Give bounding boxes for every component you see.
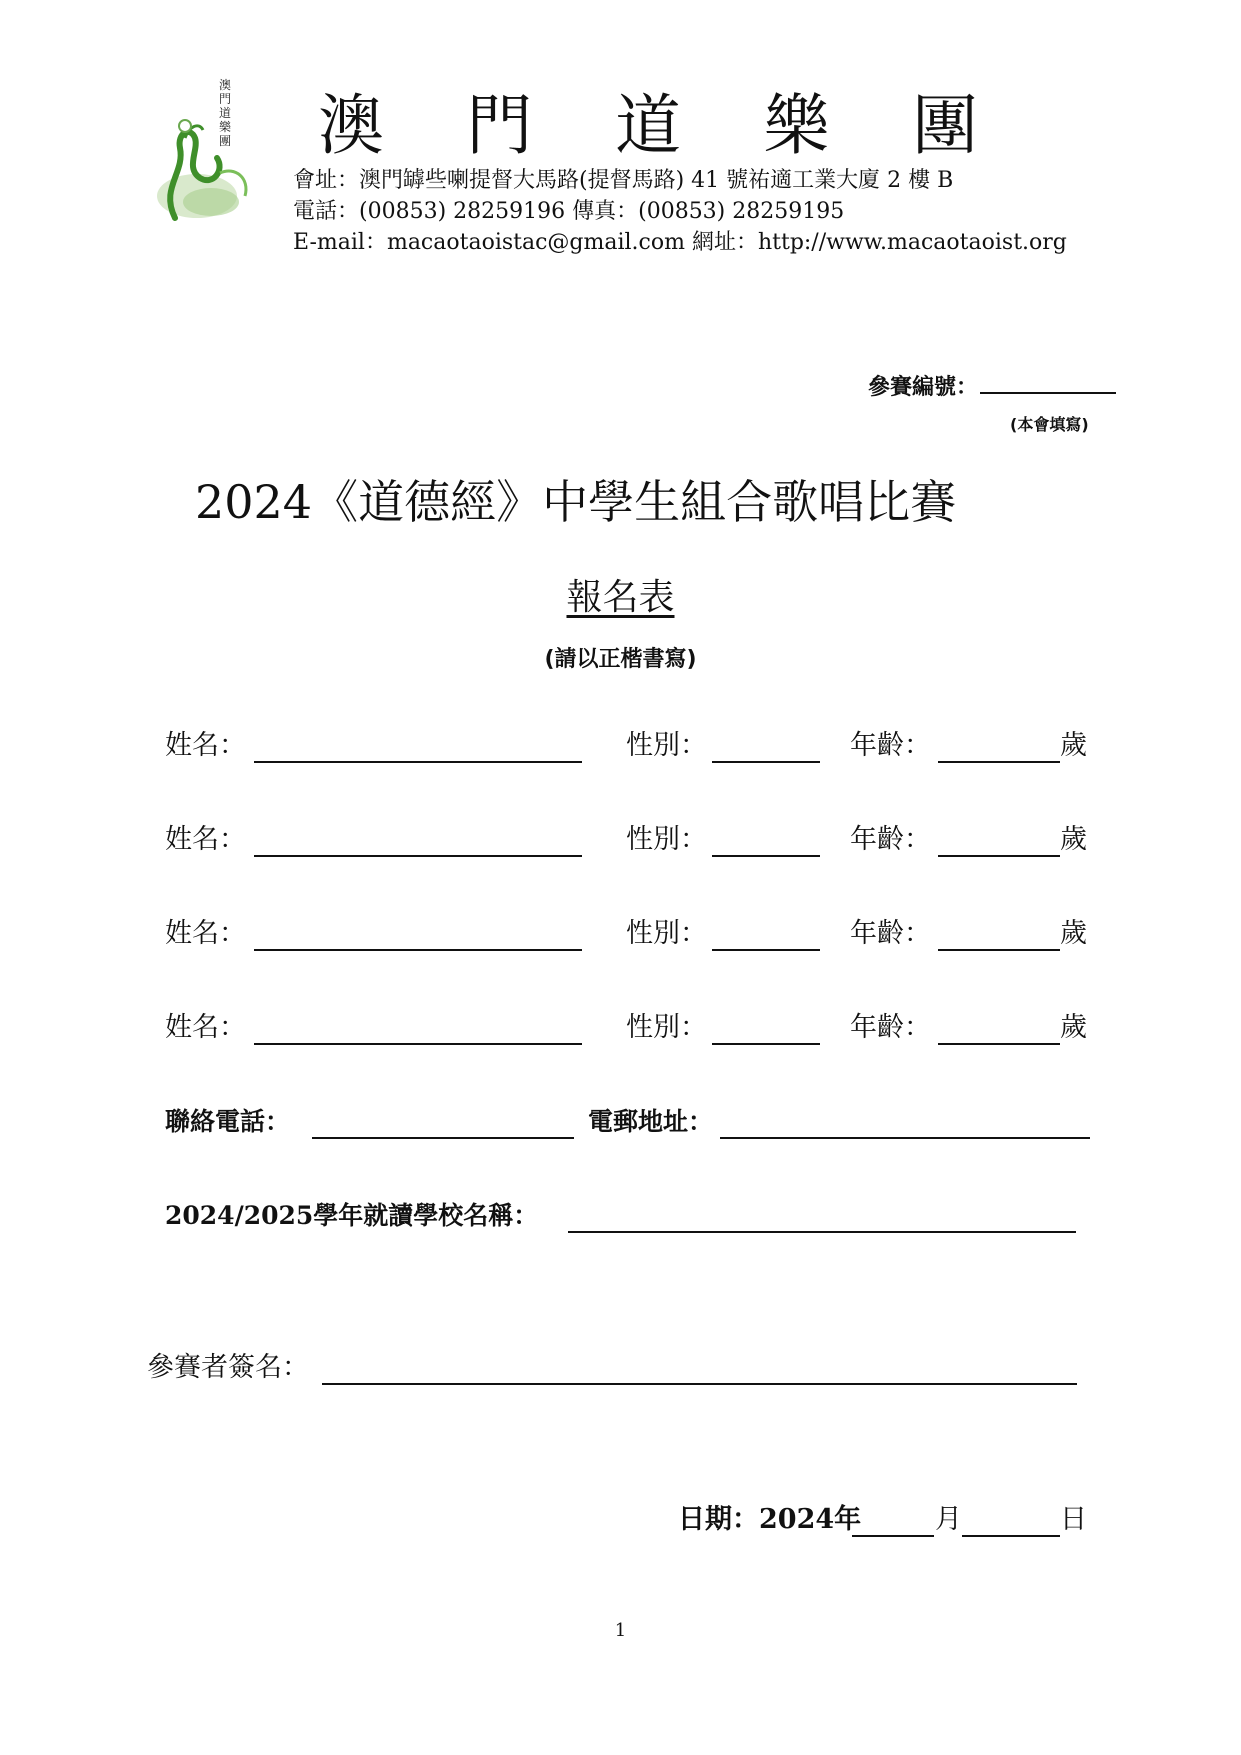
age-label: 年齡： [850, 918, 931, 949]
signature-line[interactable] [322, 1383, 1077, 1385]
age-label: 年齡： [850, 1012, 931, 1043]
organization-logo [155, 78, 260, 228]
gender-line[interactable] [712, 761, 820, 763]
org-name-char: 門 [466, 87, 533, 164]
contact-phone-label: 聯絡電話： [165, 1107, 291, 1136]
logo-vertical-text: 澳門道樂團 [219, 78, 232, 148]
age-unit: 歲 [1060, 824, 1087, 855]
org-name-char: 樂 [763, 87, 830, 164]
gender-label: 性別： [626, 918, 707, 949]
day-line[interactable] [962, 1535, 1060, 1537]
gender-line[interactable] [712, 1043, 820, 1045]
contact-phone-line[interactable] [312, 1137, 574, 1139]
entry-number-field [868, 370, 1116, 401]
page-number: 1 [614, 1620, 627, 1641]
gender-line[interactable] [712, 949, 820, 951]
name-line[interactable] [254, 1043, 582, 1045]
entry-number-note: (本會填寫) [1010, 415, 1089, 434]
name-line[interactable] [254, 761, 582, 763]
age-line[interactable] [938, 949, 1060, 951]
name-label: 姓名： [165, 918, 246, 949]
participant-row [0, 1010, 1241, 1050]
email-line[interactable] [720, 1137, 1090, 1139]
participant-row [0, 916, 1241, 956]
gender-label: 性別： [626, 730, 707, 761]
name-label: 姓名： [165, 1012, 246, 1043]
age-label: 年齡： [850, 730, 931, 761]
school-line[interactable] [568, 1231, 1076, 1233]
age-unit: 歲 [1060, 730, 1087, 761]
org-name-char: 道 [615, 87, 681, 164]
form-title-text: 報名表 [566, 577, 675, 618]
competition-title: 2024《道德經》中學生組合歌唱比賽 [195, 475, 957, 529]
day-label: 日 [1060, 1504, 1087, 1535]
entry-number-label: 參賽編號： [868, 375, 979, 400]
email-label: 電郵地址： [588, 1107, 714, 1136]
gender-label: 性別： [626, 824, 707, 855]
org-address: 會址：澳門罅些喇提督大馬路(提督馬路) 41 號祐適工業大廈 2 樓 B [293, 168, 954, 193]
name-label: 姓名： [165, 824, 246, 855]
age-line[interactable] [938, 1043, 1060, 1045]
date-row [0, 1502, 1241, 1542]
organization-name [318, 86, 978, 166]
gender-label: 性別： [626, 1012, 707, 1043]
entry-number-line[interactable] [980, 392, 1116, 394]
name-line[interactable] [254, 949, 582, 951]
form-instruction: (請以正楷書寫) [544, 647, 697, 672]
age-line[interactable] [938, 855, 1060, 857]
signature-label: 參賽者簽名： [147, 1352, 309, 1383]
date-label: 日期：2024年 [678, 1504, 862, 1535]
month-label: 月 [935, 1504, 962, 1535]
school-row [0, 1198, 1241, 1238]
org-name-char: 團 [912, 87, 978, 164]
name-label: 姓名： [165, 730, 246, 761]
participant-row [0, 728, 1241, 768]
age-unit: 歲 [1060, 1012, 1087, 1043]
org-email-website: E-mail：macaotaoistac@gmail.com 網址：http://www.macaotaoist.org [293, 230, 1067, 255]
gender-line[interactable] [712, 855, 820, 857]
month-line[interactable] [852, 1535, 934, 1537]
age-line[interactable] [938, 761, 1060, 763]
name-line[interactable] [254, 855, 582, 857]
org-phone-fax: 電話：(00853) 28259196 傳真：(00853) 28259195 [293, 199, 845, 224]
signature-row [0, 1350, 1241, 1390]
age-label: 年齡： [850, 824, 931, 855]
form-title [0, 575, 1241, 621]
org-name-char: 澳 [318, 87, 384, 164]
school-label: 2024/2025學年就讀學校名稱： [165, 1201, 539, 1230]
participant-row [0, 822, 1241, 862]
contact-row [0, 1104, 1241, 1144]
age-unit: 歲 [1060, 918, 1087, 949]
